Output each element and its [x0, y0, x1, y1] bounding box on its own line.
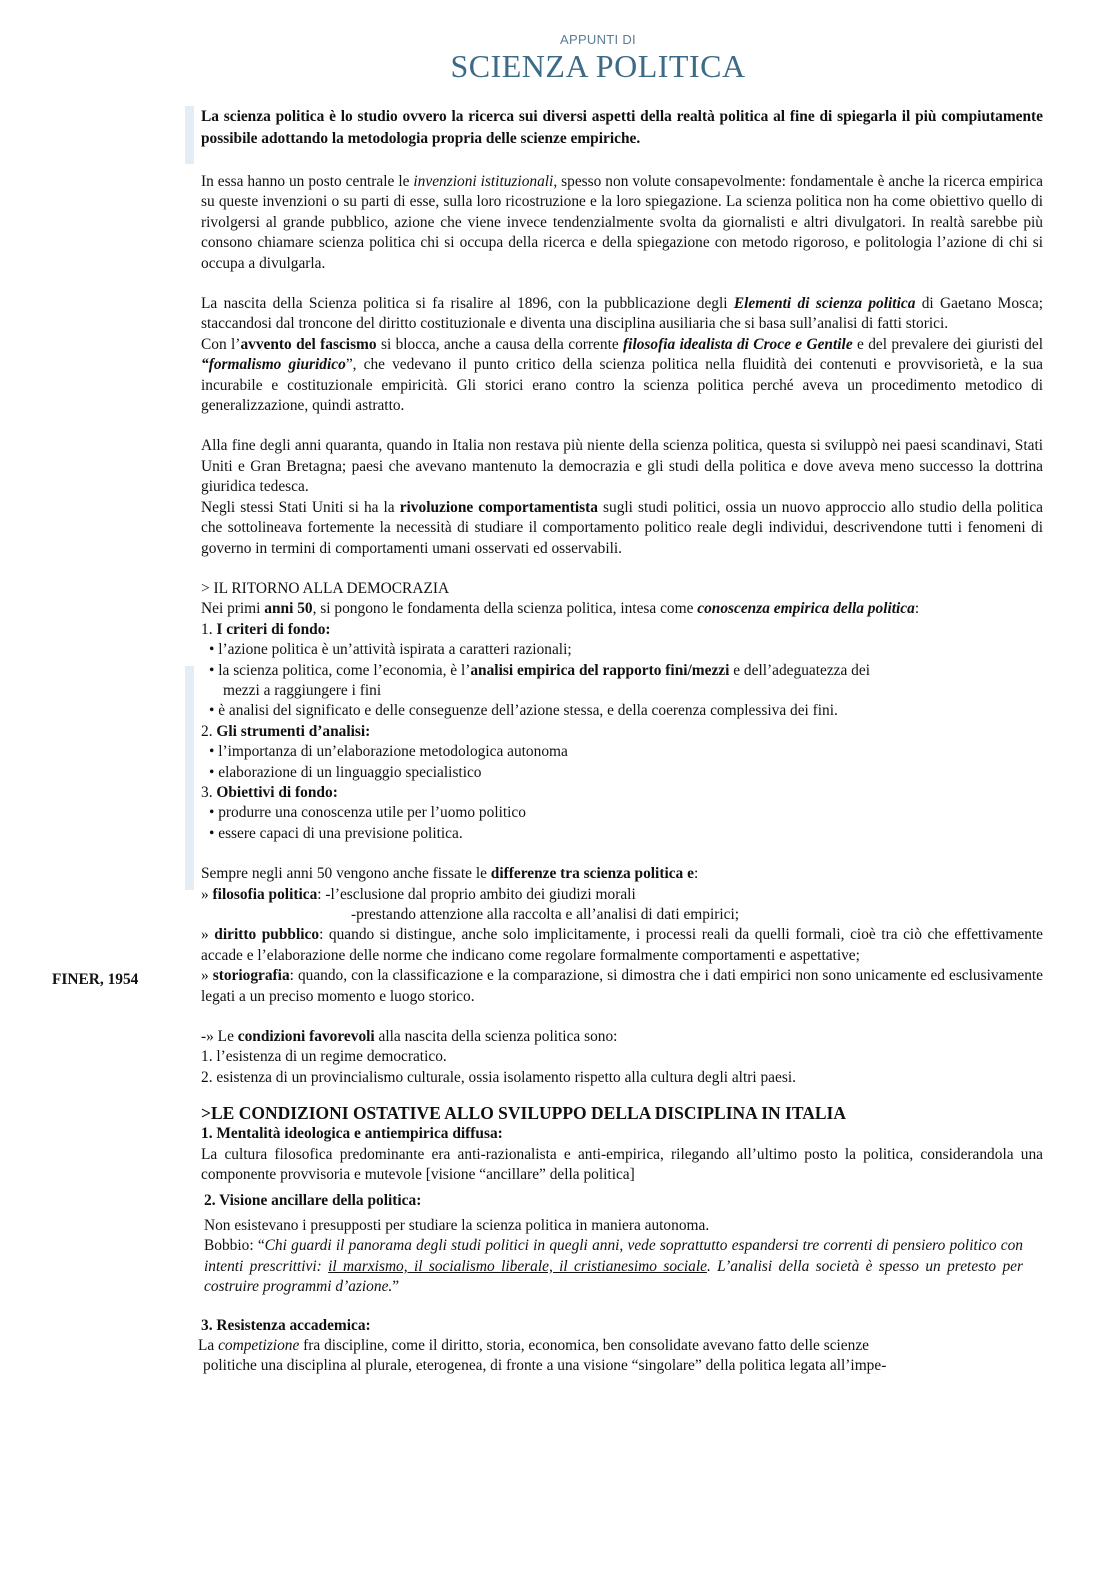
paragraph-anni-quaranta: Alla fine degli anni quaranta, quando in Italia non restava più niente della scienza politica, questa si sviluppò nei paesi scandinavi, Stati Uniti e Gran Bretagna; paesi che avevano mantenuto la democrazia e gli studi della politica e dove aveva meno successo la dottrina giuridica tedesca.	[201, 437, 1043, 496]
paragraph-fascismo: Con l’avvento del fascismo si blocca, anche a causa della corrente filosofia idealista di Croce e Gentile e del prevalere dei giuristi del “formalismo giuridico”, che vedevano il punto critico della scienza politica nella fluidità dei contenuti e provvisorietà, e la sua incurabile e costituzionale empiricità. Gli storici erano contro la scienza politica perché aveva un procedimento metodico di generalizzazione, quindi astratto.	[201, 335, 1043, 415]
paragraph-invenzioni: In essa hanno un posto centrale le invenzioni istituzionali, spesso non volute consapevolmente: fondamentale è anche la ricerca empirica su queste invenzioni o su parti di esse, sulla loro ricostruzione e la loro spiegazione. La scienza politica non ha come obiettivo quello di rivolgersi al grande pubblico, azione che viene invece tendenzialmente svolta da giornalisti e altri divulgatori. In realtà sarebbe più consono chiamare scienza politica chi si occupa della ricerca e della spiegazione con metodo rigoroso, e politologia l’azione di chi si occupa a divulgarla.	[201, 173, 1043, 272]
subheading-resistenza: 3. Resistenza accademica:	[201, 1316, 371, 1334]
page-title: SCIENZA POLITICA	[450, 48, 746, 84]
bullet-item-continuation: mezzi a raggiungere i fini	[223, 681, 382, 699]
section-heading-democrazia: > IL RITORNO ALLA DEMOCRAZIA	[201, 579, 450, 597]
subheading-visione: 2. Visione ancillare della politica:	[204, 1192, 422, 1210]
difference-item: » diritto pubblico: quando si distingue, anche solo implicitamente, i processi reali da quelli formali, cioè tra ciò che effettivamente accade e l’elaborazione delle norme che indicano come regolare formalmente comportamenti e aspettative;	[201, 926, 1043, 964]
header-label: APPUNTI DI	[560, 32, 636, 47]
difference-item: » storiografia: quando, con la classificazione e la comparazione, si dimostra che i dati empirici non sono unicamente ed esclusivamente legati a un preciso momento e luogo storico.	[201, 967, 1044, 1005]
paragraph-comportamentista: Negli stessi Stati Uniti si ha la rivoluzione comportamentista sugli studi politici, ossia un nuovo approccio allo studio della politica che sottolineava fortemente la necessità di studiare il comportamento politico reale degli individui, descrivendone tutti i fenomeni di governo in termini di comportamenti umani osservati ed osservabili.	[201, 498, 1044, 557]
intro-paragraph: La scienza politica è lo studio ovvero la ricerca sui diversi aspetti della realtà politica al fine di spiegarla il più compiutamente possibile adottando la metodologia propria delle scienze empiriche.	[201, 108, 1043, 147]
paragraph-condizioni: -» Le condizioni favorevoli alla nascita della scienza politica sono:	[201, 1028, 618, 1046]
paragraph-resistenza-continuation: politiche una disciplina al plurale, eterogenea, di fronte a una visione “singolare” della politica legata all’impe-	[203, 1357, 887, 1375]
list-item: 3. Obiettivi di fondo:	[201, 783, 338, 801]
intro-highlight-bar	[185, 106, 194, 164]
list-item: 1. l’esistenza di un regime democratico.	[201, 1048, 447, 1066]
paragraph-nascita: La nascita della Scienza politica si fa risalire al 1896, con la pubblicazione degli Elementi di scienza politica di Gaetano Mosca; staccandosi dal troncone del diritto costituzionale e diventa una disciplina ausiliaria che si basa sull’analisi di fatti storici.	[201, 295, 1043, 333]
list-item: 2. esistenza di un provincialismo culturale, ossia isolamento rispetto alla cultura degli altri paesi.	[201, 1068, 796, 1086]
bullet-item: • è analisi del significato e delle conseguenze dell’azione stessa, e della coerenza complessiva dei fini.	[209, 702, 838, 720]
section-heading-ostative: >LE CONDIZIONI OSTATIVE ALLO SVILUPPO DELLA DISCIPLINA IN ITALIA	[201, 1103, 846, 1124]
bobbio-quote: Bobbio: “Chi guardi il panorama degli studi politici in quegli anni, vede soprattutto espandersi tre correnti di pensiero politico con intenti prescrittivi: il marxismo, il socialismo liberale, il cristianesimo sociale. L’analisi della società è spesso un pretesto per costruire programmi d’azione.”	[204, 1237, 1024, 1296]
bullet-item: • l’importanza di un’elaborazione metodologica autonoma	[209, 743, 568, 761]
bullet-item: • elaborazione di un linguaggio specialistico	[209, 763, 482, 781]
paragraph-mentalita: La cultura filosofica predominante era anti-razionalista e anti-empirica, rilegando all’ultimo posto la politica, considerandola una componente provvisoria e mutevole [visione “ancillare” della politica]	[201, 1145, 1043, 1184]
list-highlight-bar	[185, 666, 194, 890]
difference-item: » filosofia politica: -l’esclusione dal proprio ambito dei giudizi morali	[201, 885, 636, 903]
paragraph-visione: Non esistevano i presupposti per studiare la scienza politica in maniera autonoma.	[204, 1216, 710, 1234]
main-column	[198, 106, 1044, 1377]
paragraph-anni-50: Nei primi anni 50, si pongono le fondamenta della scienza politica, intesa come conoscenza empirica della politica:	[201, 600, 920, 618]
bullet-item: • la scienza politica, come l’economia, è l’analisi empirica del rapporto fini/mezzi e dell’adeguatezza dei	[209, 661, 870, 679]
bullet-item: • produrre una conoscenza utile per l’uomo politico	[209, 804, 526, 822]
difference-item-continuation: -prestando attenzione alla raccolta e all’analisi di dati empirici;	[351, 906, 740, 923]
bullet-item: • essere capaci di una previsione politica.	[209, 824, 463, 842]
list-item: 2. Gli strumenti d’analisi:	[201, 722, 371, 740]
subheading-mentalita: 1. Mentalità ideologica e antiempirica diffusa:	[201, 1125, 503, 1143]
paragraph-resistenza: La competizione fra discipline, come il diritto, storia, economica, ben consolidate avevano fatto delle scienze	[198, 1336, 869, 1354]
list-item: 1. I criteri di fondo:	[201, 620, 331, 638]
bullet-item: • l’azione politica è un’attività ispirata a caratteri razionali;	[209, 641, 572, 659]
paragraph-differenze: Sempre negli anni 50 vengono anche fissate le differenze tra scienza politica e:	[201, 865, 699, 883]
margin-note: FINER, 1954	[52, 971, 139, 988]
